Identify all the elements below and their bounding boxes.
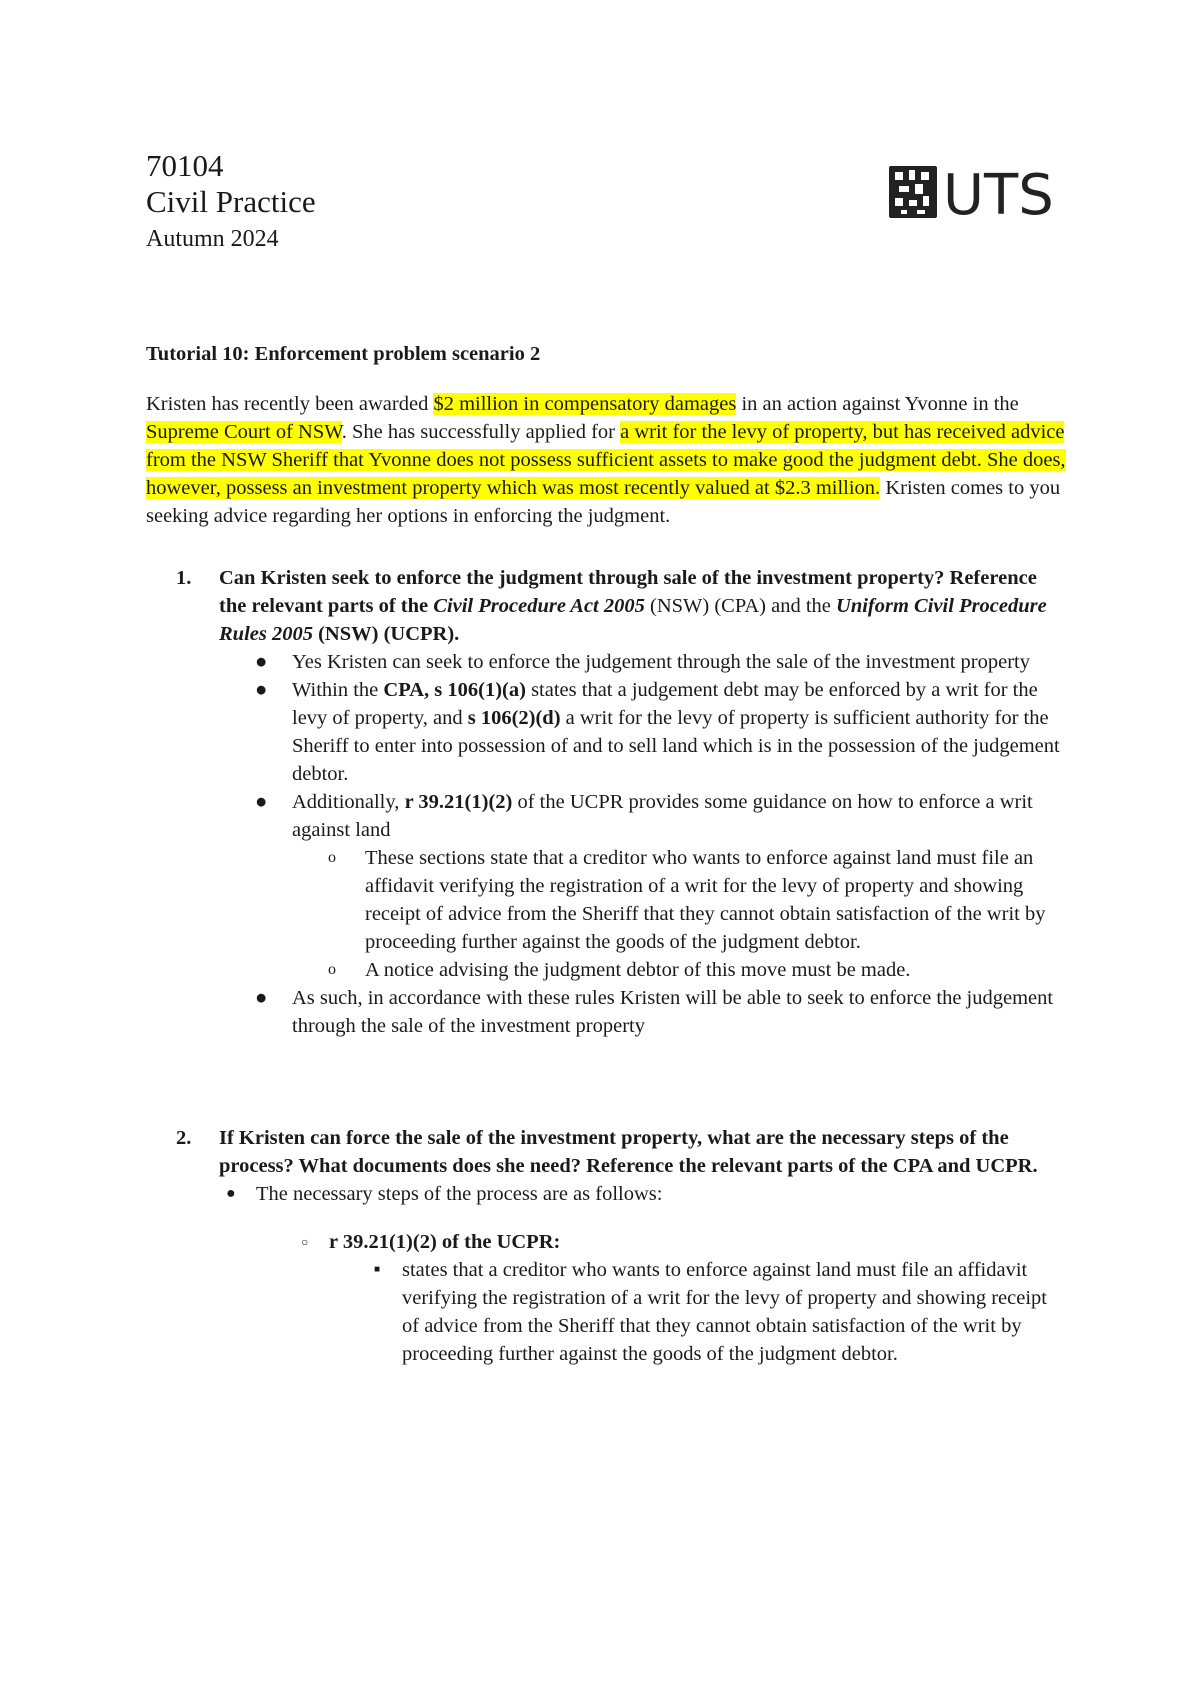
circle-bullet-icon: o	[328, 961, 336, 978]
answer-1-bullet-3b: r 39.21(1)(2)	[404, 791, 513, 813]
list-item	[328, 844, 1066, 956]
bullet-icon: ●	[255, 987, 268, 1009]
answer-2-sublist	[301, 1228, 1066, 1368]
answer-1-sub-1: These sections state that a creditor who wants to enforce against land must file an affidavit verifying the registration of a writ for the levy of property and showing receipt of advice from the Sheriff that they cannot obtain satisfaction of the writ by proceeding further against the goods of the judgment debtor.	[365, 847, 1046, 953]
intro-text-3: . She has successfully applied for	[341, 421, 621, 443]
question-1-text-c: (NSW) (CPA) and the	[644, 595, 837, 617]
bullet-icon: ●	[226, 1185, 236, 1202]
answer-1-sublist	[328, 844, 1066, 984]
question-2	[146, 1124, 1066, 1180]
answer-1-bullet-3a: Additionally,	[292, 791, 405, 813]
intro-text-4: Kristen comes to you seeking advice regarding her options in enforcing the judgment.	[146, 477, 1061, 527]
answer-1-bullet-2a: Within the	[292, 679, 384, 701]
bullet-icon: ●	[255, 651, 268, 673]
intro-highlight-2: Supreme Court of NSW	[146, 421, 342, 443]
answer-2-bullet-1: The necessary steps of the process are as follows:	[256, 1183, 663, 1205]
answer-1-bullet-2c: states that a judgement debt may be enforced by a writ for the levy of property, and	[292, 679, 1038, 729]
answer-2-sub-1: r 39.21(1)(2) of the UCPR:	[329, 1231, 561, 1253]
answer-1-sub-2: A notice advising the judgment debtor of this move must be made.	[365, 959, 911, 981]
spacer	[146, 1040, 1066, 1124]
list-item	[255, 648, 1066, 676]
course-name: Civil Practice	[146, 184, 316, 219]
list-item	[328, 956, 1066, 984]
answer-1-bullet-3c: of the UCPR provides some guidance on how to enforce a writ against land	[292, 791, 1033, 841]
uts-logo	[887, 162, 1065, 224]
answer-2-subsublist	[374, 1256, 1066, 1368]
list-item	[255, 984, 1066, 1040]
answer-1-bullet-2b: CPA, s 106(1)(a)	[383, 679, 526, 701]
answer-2-subsub-1: states that a creditor who wants to enforce against land must file an affidavit verifying the registration of a writ for the levy of property and showing receipt of advice from the Sheriff that they cannot obtain satisfaction of the writ by proceeding further against the goods of the judgment debtor.	[402, 1259, 1047, 1365]
answer-1-bullet-1: Yes Kristen can seek to enforce the judgement through the sale of the investment property	[292, 651, 1030, 673]
tutorial-title: Tutorial 10: Enforcement problem scenario 2	[146, 343, 541, 365]
list-item	[255, 788, 1066, 984]
intro-highlight-1: $2 million in compensatory damages	[433, 393, 737, 415]
question-1-number: 1.	[176, 567, 192, 589]
square-bullet-icon: ■	[374, 1264, 381, 1275]
question-2-number: 2.	[176, 1127, 192, 1149]
answer-1-bullet-2d: s 106(2)(d)	[467, 707, 561, 729]
logo-wordmark: UTS	[943, 163, 1054, 224]
circle-bullet-icon: o	[328, 849, 336, 866]
intro-text-2: in an action against Yvonne in the	[736, 393, 1019, 415]
question-1-rules-name: Uniform Civil Procedure Rules 2005	[219, 595, 1047, 645]
uts-logo-mark	[887, 162, 1065, 224]
term-label: Autumn 2024	[146, 226, 279, 252]
intro-highlight-3: a writ for the levy of property, but has received advice from the NSW Sheriff that Yvonne does not possess sufficient assets to make good the judgment debt. She does, however, possess an investment property which was most recently valued at $2.3 million.	[146, 421, 1066, 499]
subject-code: 70104	[146, 148, 224, 183]
document-body	[146, 340, 1066, 1368]
question-1-text-a: Can Kristen seek to enforce the judgment through sale of the investment property? Reference the relevant parts of the	[219, 567, 1037, 617]
list-item	[374, 1256, 1066, 1368]
list-item	[301, 1228, 1066, 1368]
list-item	[255, 676, 1066, 788]
intro-text-1: Kristen has recently been awarded	[146, 393, 434, 415]
list-item	[226, 1180, 1066, 1368]
circle-bullet-icon: ○	[301, 1235, 309, 1249]
answer-1-bullet-2e: a writ for the levy of property is sufficient authority for the Sheriff to enter into possession of and to sell land which is in the possession of the judgement debtor.	[292, 707, 1060, 785]
bullet-icon: ●	[255, 791, 268, 813]
bullet-icon: ●	[255, 679, 268, 701]
answer-1-bullet-4: As such, in accordance with these rules Kristen will be able to seek to enforce the judgement through the sale of the investment property	[292, 987, 1054, 1037]
scenario-paragraph	[146, 390, 1066, 530]
question-1	[146, 564, 1066, 648]
document-header	[146, 148, 316, 256]
question-1-act-name: Civil Procedure Act 2005	[433, 595, 645, 617]
question-1-answer-list	[255, 648, 1066, 1040]
question-2-text: If Kristen can force the sale of the investment property, what are the necessary steps of the process? What documents does she need? Reference the relevant parts of the CPA and UCPR.	[219, 1127, 1038, 1177]
question-1-text-e: (NSW) (UCPR).	[312, 623, 460, 645]
question-2-answer-list	[226, 1180, 1066, 1368]
